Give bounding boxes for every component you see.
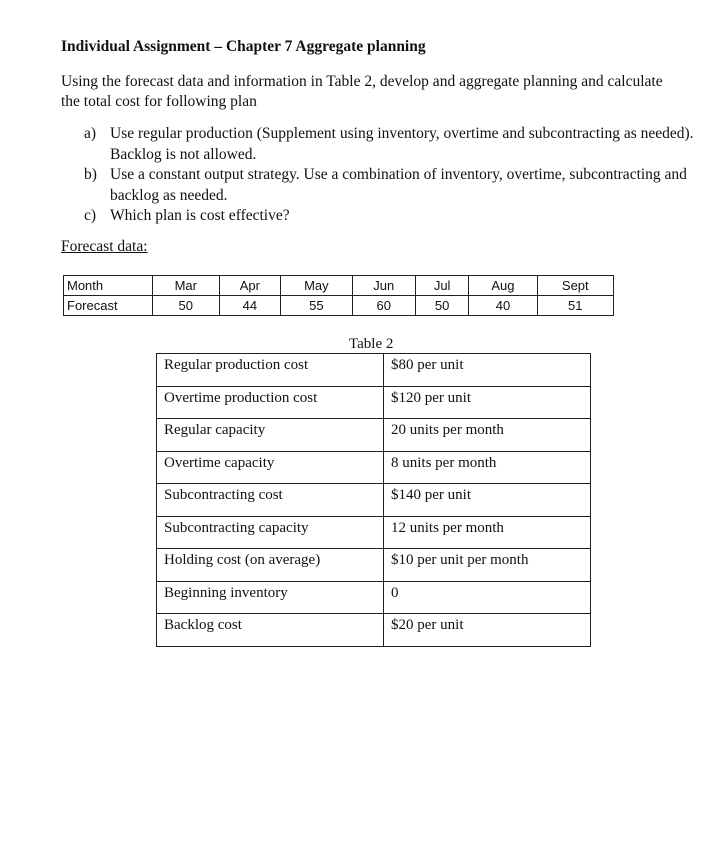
list-marker: b) (84, 166, 97, 183)
table-row (157, 419, 591, 452)
task-list (84, 124, 694, 227)
cost-value: 20 units per month (384, 419, 591, 452)
list-item-text: Use regular production (Supplement using inventory, overtime and subcontracting as needed). Backlog is not allowed. (110, 125, 694, 163)
cost-label: Backlog cost (157, 614, 384, 647)
month-cell: Jun (352, 276, 415, 296)
table-row (157, 451, 591, 484)
cost-value: $20 per unit (384, 614, 591, 647)
forecast-heading: Forecast data: (61, 238, 148, 255)
list-item (84, 165, 694, 206)
list-marker: c) (84, 207, 97, 224)
month-cell: Aug (469, 276, 537, 296)
list-marker: a) (84, 125, 97, 142)
forecast-table (63, 275, 614, 316)
list-item-text: Which plan is cost effective? (110, 207, 290, 224)
cost-label: Beginning inventory (157, 581, 384, 614)
cost-value: 8 units per month (384, 451, 591, 484)
cost-label: Regular capacity (157, 419, 384, 452)
page-title: Individual Assignment – Chapter 7 Aggregate planning (61, 38, 426, 55)
table-row (157, 549, 591, 582)
month-cell: Mar (153, 276, 220, 296)
month-cell: Jul (415, 276, 468, 296)
forecast-cell: 50 (153, 296, 220, 316)
forecast-cell: 40 (469, 296, 537, 316)
table-row (157, 581, 591, 614)
list-item (84, 124, 694, 165)
row-header: Forecast (64, 296, 153, 316)
table-row (157, 614, 591, 647)
row-header: Month (64, 276, 153, 296)
cost-value: 0 (384, 581, 591, 614)
forecast-cell: 44 (219, 296, 281, 316)
cost-value: $10 per unit per month (384, 549, 591, 582)
forecast-cell: 50 (415, 296, 468, 316)
table-row (157, 354, 591, 387)
month-cell: Apr (219, 276, 281, 296)
table-caption: Table 2 (349, 336, 394, 352)
table-row (64, 276, 614, 296)
cost-label: Holding cost (on average) (157, 549, 384, 582)
cost-value: 12 units per month (384, 516, 591, 549)
forecast-cell: 60 (352, 296, 415, 316)
list-item-text: Use a constant output strategy. Use a combination of inventory, overtime, subcontracting and backlog as needed. (110, 166, 687, 204)
cost-value: $120 per unit (384, 386, 591, 419)
intro-paragraph: Using the forecast data and information in Table 2, develop and aggregate planning and calculate the total cost for following plan (61, 73, 663, 110)
forecast-cell: 55 (281, 296, 352, 316)
table-row (157, 484, 591, 517)
table-row (157, 386, 591, 419)
forecast-cell: 51 (537, 296, 613, 316)
cost-value: $80 per unit (384, 354, 591, 387)
table-row (64, 296, 614, 316)
cost-label: Subcontracting capacity (157, 516, 384, 549)
table-row (157, 516, 591, 549)
cost-label: Overtime capacity (157, 451, 384, 484)
month-cell: May (281, 276, 352, 296)
month-cell: Sept (537, 276, 613, 296)
list-item (84, 206, 694, 227)
cost-label: Regular production cost (157, 354, 384, 387)
cost-label: Overtime production cost (157, 386, 384, 419)
cost-label: Subcontracting cost (157, 484, 384, 517)
cost-table (156, 353, 591, 647)
cost-value: $140 per unit (384, 484, 591, 517)
